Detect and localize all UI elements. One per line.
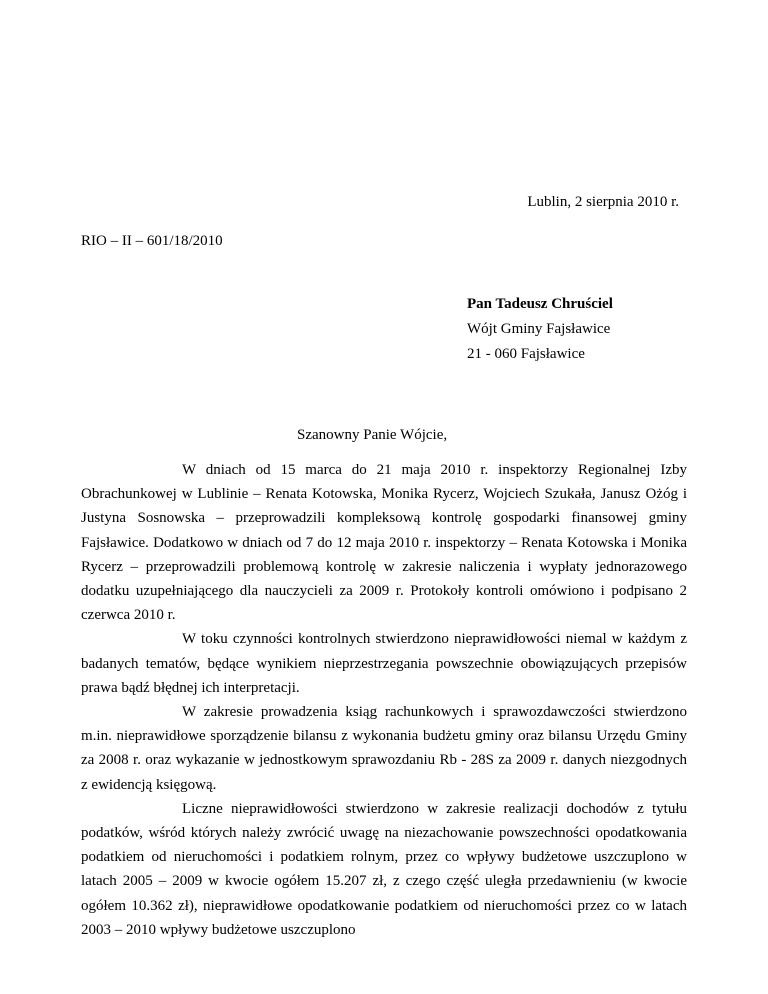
paragraph-4: Liczne nieprawidłowości stwierdzono w zakresie realizacji dochodów z tytułu podatków, wśród których należy zwrócić uwagę na niezachowanie powszechności opodatkowania podatkiem od nieruchomości i podatkiem rolnym, przez co wpływy budżetowe uszczuplono w latach 2005 – 2009 w kwocie ogółem 15.207 zł, z czego część uległa przedawnieniu (w kwocie ogółem 10.362 zł), nieprawidłowe opodatkowanie podatkiem od nieruchomości przez co w latach 2003 – 2010 wpływy budżetowe uszczuplono [81,800,687,938]
reference-number: RIO – II – 601/18/2010 [81,233,223,249]
addressee-title: Wójt Gminy Fajsławice [467,321,611,337]
paragraph-3: W zakresie prowadzenia ksiąg rachunkowych i sprawozdawczości stwierdzono m.in. nieprawidłowe sporządzenie bilansu z wykonania budżetu gminy oraz bilansu Urzędu Gminy za 2008 r. oraz wykazanie w jednostkowym sprawozdaniu Rb - 28S za 2009 r. danych niezgodnych z ewidencją księgową. [81,704,687,793]
place-date: Lublin, 2 sierpnia 2010 r. [527,194,679,210]
salutation: Szanowny Panie Wójcie, [297,427,448,443]
paragraph-1: W dniach od 15 marca do 21 maja 2010 r. inspektorzy Regionalnej Izby Obrachunkowej w Lublinie – Renata Kotowska, Monika Rycerz, Wojciech Szukała, Janusz Ożóg i Justyna Sosnowska – przeprowadzili kompleksową kontrolę gospodarki finansowej gminy Fajsławice. Dodatkowo w dniach od 7 do 12 maja 2010 r. inspektorzy – Renata Kotowska i Monika Rycerz – przeprowadzili problemową kontrolę w zakresie naliczenia i wypłaty jednorazowego dodatku uzupełniającego dla nauczycieli za 2009 r. Protokoły kontroli omówiono i podpisano 2 czerwca 2010 r. [81,462,687,624]
addressee-address: 21 - 060 Fajsławice [467,346,585,362]
addressee-name: Pan Tadeusz Chruściel [467,296,613,312]
addressee-block [467,292,613,367]
letter-body [81,458,687,942]
paragraph-2: W toku czynności kontrolnych stwierdzono nieprawidłowości niemal w każdym z badanych tematów, będące wynikiem nieprzestrzegania powszechnie obowiązujących przepisów prawa bądź błędnej ich interpretacji. [81,631,687,696]
